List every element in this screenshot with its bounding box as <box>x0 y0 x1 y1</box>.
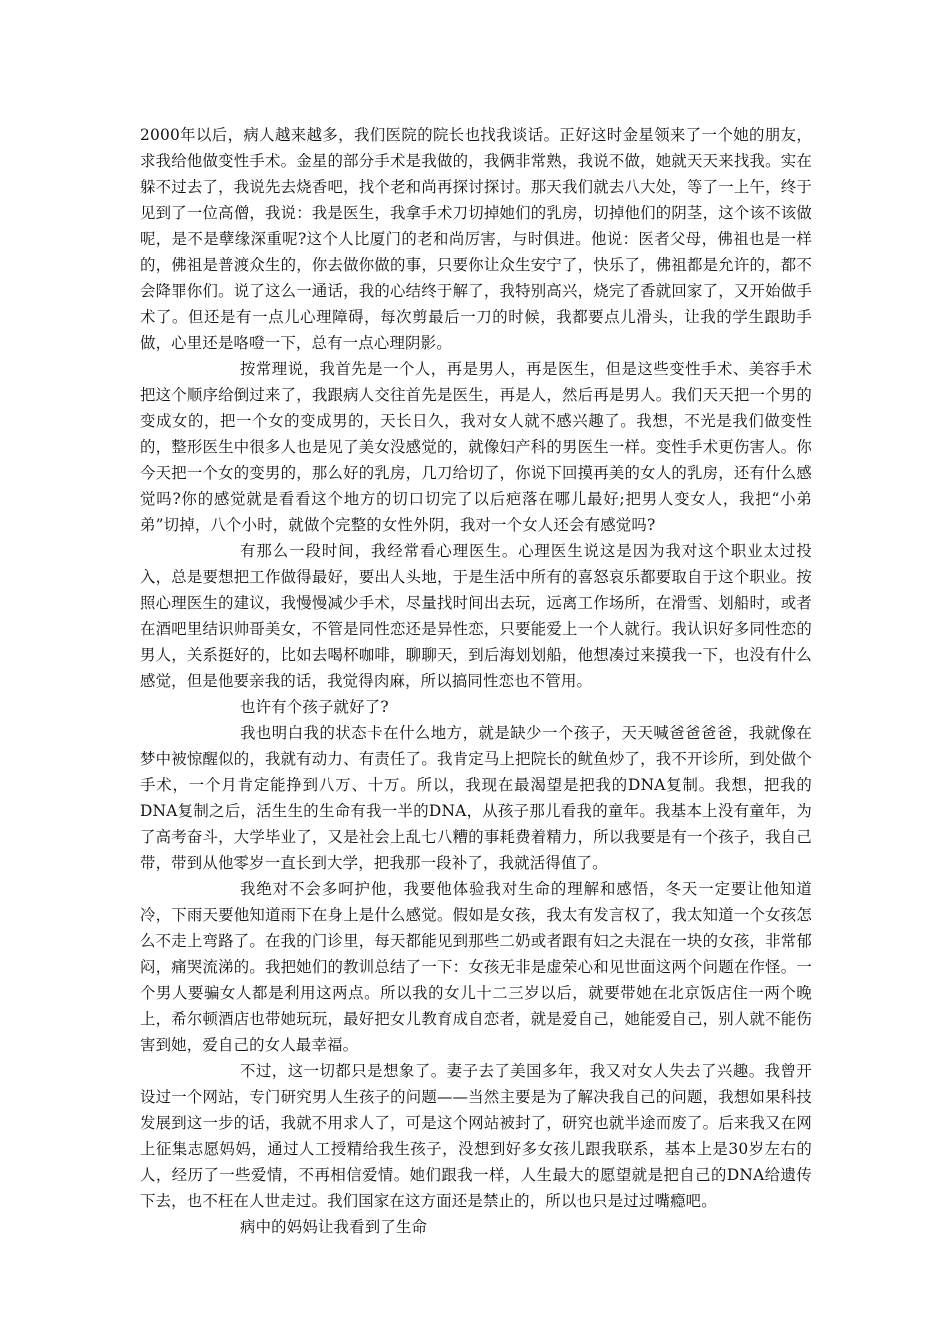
paragraph-3: 有那么一段时间，我经常看心理医生。心理医生说这是因为我对这个职业太过投入，总是要想把工作做得最好，要出人头地，于是生活中所有的喜怒哀乐都要取自于这个职业。按照心理医生的建议，我慢慢减少手术，尽量找时间出去玩，远离工作场所，在滑雪、划船时，或者在酒吧里结识帅哥美女，不管是同性恋还是异性恋，只要能爱上一个人就行。我认识好多同性恋的男人，关系挺好的，比如去喝杯咖啡，聊聊天，到后海划划船，他想凑过来摸我一下，也没有什么感觉，但是他要亲我的话，我觉得肉麻，所以搞同性恋也不管用。 <box>140 542 812 690</box>
paragraph-4: 我也明白我的状态卡在什么地方，就是缺少一个孩子，天天喊爸爸爸爸，我就像在梦中被惊醒似的，我就有动力、有责任了。我肯定马上把院长的鱿鱼炒了，我不开诊所，到处做个手术，一个月肯定能挣到八万、十万。所以，我现在最渴望是把我的DNA复制。我想，把我的DNA复制之后，活生生的生命有我一半的DNA，从孩子那儿看我的童年。我基本上没有童年，为了高考奋斗，大学毕业了，又是社会上乱七八糟的事耗费着精力，所以我要是有一个孩子，我自己带，带到从他零岁一直长到大学，把我那一段补了，我就活得值了。 <box>140 724 812 872</box>
document-page <box>140 122 812 1240</box>
paragraph-5: 我绝对不会多呵护他，我要他体验我对生命的理解和感悟，冬天一定要让他知道冷，下雨天要他知道雨下在身上是什么感觉。假如是女孩，我太有发言权了，我太知道一个女孩怎么不走上弯路了。在我的门诊里，每天都能见到那些二奶或者跟有妇之夫混在一块的女孩，非常郁闷，痛哭流涕的。我把她们的教训总结了一下：女孩无非是虚荣心和见世面这两个问题在作怪。一个男人要骗女人都是利用这两点。所以我的女儿十二三岁以后，就要带她在北京饭店住一两个晚上，希尔顿酒店也带她玩玩，最好把女儿教育成自恋者，就是爱自己，她能爱自己，别人就不能伤害到她，爱自己的女人最幸福。 <box>140 880 812 1054</box>
paragraph-2: 按常理说，我首先是一个人，再是男人，再是医生，但是这些变性手术、美容手术把这个顺序给倒过来了，我跟病人交往首先是医生，再是人，然后再是男人。我们天天把一个男的变成女的，把一个女的变成男的，天长日久，我对女人就不感兴趣了。我想，不光是我们做变性的，整形医生中很多人也是见了美女没感觉的，就像妇产科的男医生一样。变性手术更伤害人。你今天把一个女的变男的，那么好的乳房，几刀给切了，你说下回摸再美的女人的乳房，还有什么感觉吗?你的感觉就是看看这个地方的切口切完了以后疤落在哪儿最好;把男人变女人，我把“小弟弟”切掉，八个小时，就做个完整的女性外阴，我对一个女人还会有感觉吗? <box>140 360 812 534</box>
section-heading-mother: 病中的妈妈让我看到了生命 <box>240 1218 428 1236</box>
paragraph-6: 不过，这一切都只是想象了。妻子去了美国多年，我又对女人失去了兴趣。我曾开设过一个网站，专门研究男人生孩子的问题——当然主要是为了解决我自己的问题，我想如果科技发展到这一步的话，我就不用求人了，可是这个网站被封了，研究也就半途而废了。后来我又在网上征集志愿妈妈，通过人工授精给我生孩子，没想到好多女孩儿跟我联系，基本上是30岁左右的人，经历了一些爱情，不再相信爱情。她们跟我一样，人生最大的愿望就是把自己的DNA给遗传下去，也不枉在人世走过。我们国家在这方面还是禁止的，所以也只是过过嘴瘾吧。 <box>140 1062 812 1210</box>
paragraph-1: 2000年以后，病人越来越多，我们医院的院长也找我谈话。正好这时金星领来了一个她的朋友，求我给他做变性手术。金星的部分手术是我做的，我俩非常熟，我说不做，她就天天来找我。实在躲不过去了，我说先去烧香吧，找个老和尚再探讨探讨。那天我们就去八大处，等了一上午，终于见到了一位高僧，我说：我是医生，我拿手术刀切掉她们的乳房，切掉他们的阴茎，这个该不该做呢，是不是孽缘深重呢?这个人比厦门的老和尚厉害，与时俱进。他说：医者父母，佛祖也是一样的，佛祖是普渡众生的，你去做你做的事，只要你让众生安宁了，快乐了，佛祖都是允许的，都不会降罪你们。说了这么一通话，我的心结终于解了，我特别高兴，烧完了香就回家了，又开始做手术了。但还是有一点儿心理障碍，每次剪最后一刀的时候，我都要点儿滑头，让我的学生跟助手做，心里还是咯噔一下，总有一点心理阴影。 <box>140 126 812 352</box>
section-heading-child: 也许有个孩子就好了? <box>240 698 389 716</box>
